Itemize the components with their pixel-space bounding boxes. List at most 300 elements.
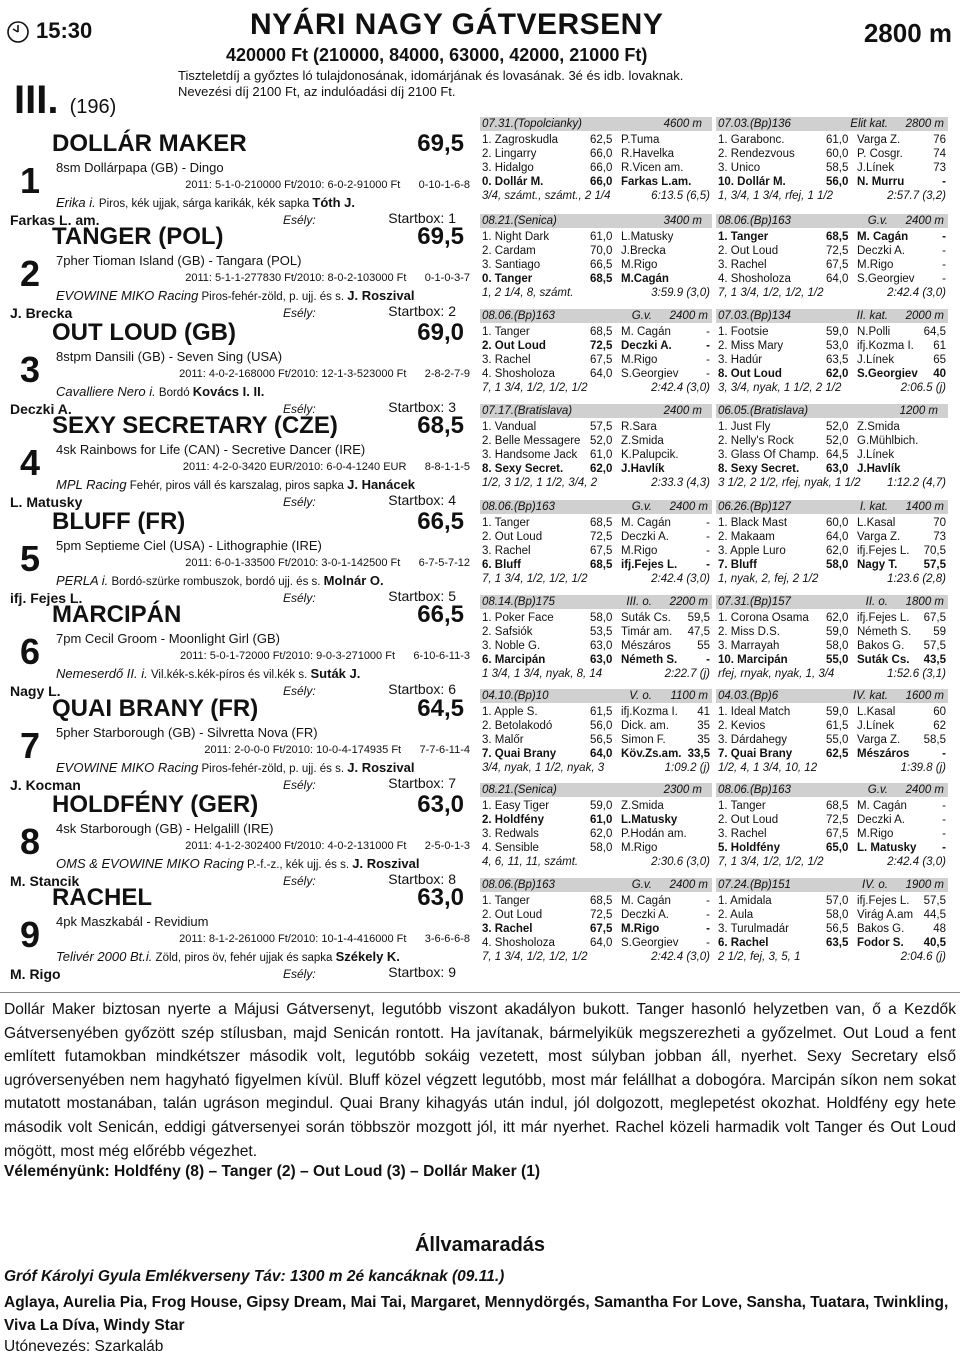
runner-trainer: J. Roszival [347,288,415,303]
form-horse: 2. Lingarry [482,148,537,160]
runner-rating: 69,5 [417,223,464,250]
runner-number: 3 [20,349,41,390]
form-row [716,272,948,286]
form-block [716,689,948,787]
form-horse: 1. Zagroskudla [482,134,559,146]
form-rating: - [942,842,946,854]
form-rating: - [942,231,946,243]
form-margins: 4, 6, 11, 11, számt. [482,856,579,868]
form-weight: 62,5 [826,748,849,760]
form-time: 3:59.9 (3,0) [651,287,710,299]
form-rating: 57,5 [923,895,946,907]
form-jockey: L.Kasal [857,706,896,718]
form-jockey: P. Cosgr. [857,148,903,160]
form-block [480,878,712,976]
runner-startbox: Startbox: 3 [388,399,456,415]
runner-name: TANGER (POL) [52,223,224,250]
form-horse: 3. Unico [718,162,761,174]
form-jockey: Varga Z. [857,134,901,146]
runner-stats: 2011: 5-1-0-210000 Ft/2010: 6-0-2-91000 Ft 0-10-1-6-8 [185,179,470,191]
form-jockey: M.Rigo [621,354,658,366]
runner-jockey: J. Kocman [10,777,81,793]
form-jockey: M.Rigo [621,259,658,271]
form-header-info: G.v. [867,784,888,796]
form-rating: - [942,814,946,826]
form-jockey: J.Línek [857,720,895,732]
form-horse: 3. Dárdahegy [718,734,788,746]
runner-rating: 68,5 [417,412,464,439]
form-rating: 73 [933,531,946,543]
form-margins: 3/4, számt., számt., 2 1/4 [482,190,611,202]
form-margins: 3 1/2, 2 1/2, rfej, nyak, 1 1/2 [718,477,861,489]
form-jockey: N.Polli [857,326,891,338]
form-jockey: ifj.Kozma I. [857,340,914,352]
form-jockey: Farkas L.am. [621,176,692,188]
form-weight: 62,5 [590,134,613,146]
form-weight: 62,0 [826,545,849,557]
runner-owner-line [56,384,264,399]
form-rating: 58,5 [923,734,946,746]
stable-title: Állvamaradás [414,1234,546,1256]
form-horse: 2. Nelly's Rock [718,435,794,447]
form-header-info: G.v. [867,215,888,227]
form-time: 2:30.6 (3,0) [651,856,710,868]
runner-card [0,695,472,791]
form-weight: 64,0 [590,368,613,380]
form-row [716,936,948,950]
form-jockey: L.Kasal [857,517,896,529]
form-jockey: ifj.Fejes L. [857,545,910,557]
form-weight: 61,0 [590,814,613,826]
form-weight: 68,5 [590,326,613,338]
form-header-date: 08.06.(Bp)163 [482,310,555,322]
form-row [716,462,948,476]
runner-chance-label: Esély: [283,402,316,416]
form-horse: 1. Vandual [482,421,537,433]
form-row [480,448,712,462]
runner-chance-label: Esély: [283,684,316,698]
form-weight: 63,0 [590,640,613,652]
form-header-date: 08.06.(Bp)163 [718,784,791,796]
runner-owner: EVOWINE MIKO Racing [56,288,199,303]
form-horse: 2. Out Loud [718,245,779,257]
form-row [480,639,712,653]
form-weight: 70,0 [590,245,613,257]
form-rating: 74 [933,148,946,160]
form-header-info: IV. kat. [853,690,888,702]
runner-jockey: J. Brecka [10,305,73,321]
form-header-date: 04.03.(Bp)6 [718,690,779,702]
form-block [480,689,712,787]
form-row [480,813,712,827]
runner-stats: 2011: 6-0-1-33500 Ft/2010: 3-0-1-142500 Ft 6-7-5-7-12 [185,557,470,569]
form-block [480,117,712,215]
form-rating: - [706,326,710,338]
runner-name: BLUFF (FR) [52,508,186,535]
form-header-info: IV. o. [862,879,888,891]
form-jockey: M.Rigo [857,828,894,840]
form-header-info: 2300 m [663,784,702,796]
form-horse: 3. Malőr [482,734,524,746]
form-rating: - [706,545,710,557]
form-jockey: P.Tuma [621,134,660,146]
runner-trainer: J. Hanácek [347,477,416,492]
form-horse: 5. Holdfény [718,842,780,854]
form-time: 2:42.4 (3,0) [651,573,710,585]
form-rating: - [706,937,710,949]
form-rating: 35 [697,720,710,732]
form-header-date: 08.21.(Senica) [482,784,557,796]
form-weight: 56,5 [826,923,849,935]
form-horse: 8. Sexy Secret. [718,463,800,475]
runner-owner: EVOWINE MIKO Racing [56,760,199,775]
form-header [480,404,712,418]
form-header-date: 08.06.(Bp)163 [482,879,555,891]
form-row [480,936,712,950]
form-margins: 1, 2 1/4, 8, számt. [482,287,574,299]
form-horse: 2. Out Loud [482,531,543,543]
form-summary [480,190,712,204]
form-horse: 3. Rachel [482,354,531,366]
runner-jockey: M. Stancik [10,873,80,889]
runner-colors: Bordó-szürke rombuszok, bordó ujj. és s. [108,576,324,588]
runner-name: RACHEL [52,884,152,911]
form-row [480,420,712,434]
form-jockey: J.Havlík [857,463,901,475]
form-header [716,783,948,797]
form-jockey: M.Rigo [857,259,894,271]
form-time: 1:12.2 (4,7) [887,477,946,489]
form-header [716,309,948,323]
form-horse: 3. Rachel [718,259,767,271]
form-rating: 48 [933,923,946,935]
runner-pedigree: 5pher Starborough (GB) - Silvretta Nova (FR) [56,725,318,740]
form-header [480,878,712,892]
runner-card [0,130,472,226]
form-horse: 3. Noble G. [482,640,541,652]
form-horse: 4. Shosholoza [718,273,791,285]
form-weight: 58,0 [590,842,613,854]
form-weight: 58,5 [826,162,849,174]
form-block [480,404,712,502]
form-jockey: Bakos G. [857,640,905,652]
form-header [480,309,712,323]
form-jockey: Deczki A. [857,245,905,257]
runner-name: QUAI BRANY (FR) [52,695,259,722]
form-rating: 41 [697,706,710,718]
form-header-date: 08.06.(Bp)163 [482,501,555,513]
form-horse: 1. Tanger [482,895,530,907]
form-row [480,272,712,286]
runner-stats: 2011: 8-1-2-261000 Ft/2010: 10-1-4-416000 Ft 3-6-6-6-8 [179,933,470,945]
form-summary [480,573,712,587]
form-jockey: S.Georgiev [857,368,918,380]
form-header-dist: 1800 m [905,596,944,608]
runner-colors: Piros-fehér-zöld, p. ujj. és s. [198,291,348,303]
form-rating: 33,5 [687,748,710,760]
form-header [716,117,948,131]
form-row [480,339,712,353]
form-rating: 70,5 [923,545,946,557]
form-row [716,353,948,367]
form-horse: 10. Marcipán [718,654,788,666]
form-horse: 1. Tanger [482,517,530,529]
form-jockey: Suták Cs. [621,612,671,624]
form-margins: 7, 1 3/4, 1/2, 1/2, 1/2 [718,287,824,299]
form-jockey: ifj.Fejes L. [857,612,910,624]
form-jockey: Deczki A. [621,909,669,921]
form-row [480,653,712,667]
form-weight: 58,0 [826,559,849,571]
form-margins: 7, 1 3/4, 1/2, 1/2, 1/2 [482,382,588,394]
form-rating: - [706,340,710,352]
form-horse: 2. Makaam [718,531,775,543]
runner-jockey: Deczki A. [10,401,72,417]
form-time: 1:52.6 (3,1) [887,668,946,680]
form-margins: 1/2, 4, 1 3/4, 10, 12 [718,762,818,774]
form-row [480,244,712,258]
form-row [716,813,948,827]
form-jockey: M.Rigo [621,545,658,557]
form-header-dist: 2200 m [669,596,708,608]
form-row [480,558,712,572]
race-time: 15:30 [36,18,93,43]
form-margins: 3, 3/4, nyak, 1 1/2, 2 1/2 [718,382,842,394]
form-weight: 67,5 [590,545,613,557]
form-horse: 1. Tanger [482,326,530,338]
form-header-date: 07.03.(Bp)136 [718,118,791,130]
form-row [480,922,712,936]
form-weight: 65,0 [826,842,849,854]
runner-startbox: Startbox: 1 [388,210,456,226]
form-summary [716,951,948,965]
runner-owner-line [56,666,360,681]
form-time: 1:09.2 (j) [664,762,710,774]
form-rating: - [942,245,946,257]
stable-horses: Aglaya, Aurelia Pia, Frog House, Gipsy Dream, Mai Tai, Margaret, Mennydörgés, Samantha For Love, Sansha, Tuatara, Twinkling, Viva La Díva, Windy Star [4,1294,949,1334]
form-header-date: 08.21.(Senica) [482,215,557,227]
form-margins: rfej, rnyak, nyak, 1, 3/4 [718,668,835,680]
form-block [480,783,712,881]
form-header [716,404,948,418]
runner-number: 8 [20,821,41,862]
form-header-info: 3400 m [663,215,702,227]
form-jockey: Varga Z. [857,531,901,543]
form-weight: 55,0 [826,734,849,746]
runner-rating: 66,5 [417,508,464,535]
form-time: 2:33.3 (4,3) [651,477,710,489]
runner-number: 9 [20,914,41,955]
runner-startbox: Startbox: 6 [388,681,456,697]
form-horse: 3. Hidalgo [482,162,534,174]
form-row [480,367,712,381]
form-row [716,175,948,189]
form-jockey: Dick. am. [621,720,669,732]
form-row [480,827,712,841]
form-weight: 62,0 [590,463,613,475]
form-rating: 67,5 [923,612,946,624]
form-jockey: Németh S. [857,626,912,638]
form-jockey: M.Cagán [621,273,669,285]
form-rating: 70 [933,517,946,529]
form-weight: 59,0 [826,706,849,718]
form-horse: 1. Garabonc. [718,134,785,146]
form-row [716,611,948,625]
form-summary [716,856,948,870]
form-horse: 2. Miss Mary [718,340,784,352]
runner-jockey: ifj. Fejes L. [10,590,83,606]
form-horse: 6. Rachel [718,937,769,949]
form-row [480,733,712,747]
form-time: 2:42.4 (3,0) [651,951,710,963]
form-header-dist: 1100 m [670,690,708,702]
form-rating: - [706,354,710,366]
runner-stats: 2011: 2-0-0-0 Ft/2010: 10-0-4-174935 Ft 7-7-6-11-4 [204,744,470,756]
form-row [480,908,712,922]
runner-startbox: Startbox: 5 [388,588,456,604]
form-jockey: Suták Cs. [857,654,910,666]
form-row [716,544,948,558]
form-summary [716,762,948,776]
form-jockey: G.Mühlbich. [857,435,919,447]
runner-owner-line [56,573,384,588]
runner-pedigree: 8sm Dollárpapa (GB) - Dingo [56,160,224,175]
runner-jockey: Farkas L. am. [10,212,100,228]
form-weight: 61,5 [590,706,613,718]
form-jockey: J.Brecka [621,245,666,257]
form-jockey: S.Georgiev [621,937,679,949]
runner-trainer: Suták J. [310,666,361,681]
divider [0,992,960,993]
form-weight: 60,0 [826,148,849,160]
form-horse: 7. Quai Brany [718,748,793,760]
runner-chance-label: Esély: [283,213,316,227]
form-margins: 1, 3/4, 1 3/4, rfej, 1 1/2 [718,190,834,202]
form-header-dist: 1400 m [905,501,944,513]
form-row [716,639,948,653]
form-horse: 2. Safsiók [482,626,533,638]
form-rating: - [942,176,946,188]
form-horse: 4. Sensible [482,842,539,854]
runner-number: 4 [20,442,41,483]
form-rating: 44,5 [923,909,946,921]
form-row [716,339,948,353]
runner-rating: 63,0 [417,791,464,818]
form-weight: 59,0 [590,800,613,812]
form-weight: 64,0 [590,937,613,949]
form-header-dist: 2400 m [669,310,708,322]
form-rating: - [942,800,946,812]
runner-card [0,791,472,887]
runner-chance-label: Esély: [283,967,316,981]
form-time: 2:42.4 (3,0) [887,856,946,868]
form-jockey: S.Georgiev [857,273,915,285]
form-row [716,733,948,747]
runner-pedigree: 7pm Cecil Groom - Moonlight Girl (GB) [56,631,280,646]
form-rating: - [706,531,710,543]
form-margins: 1 3/4, 1 3/4, nyak, 8, 14 [482,668,603,680]
form-horse: 1. Ideal Match [718,706,791,718]
form-row [716,908,948,922]
form-horse: 4. Shosholoza [482,937,555,949]
race-comment: Dollár Maker biztosan nyerte a Májusi Gátversenyt, legutóbb viszont akadályon bukott. Tanger hasonló helyzetben van, ő a Kezdők Gátversenyében győzött szép stílusban, majd Senicán rontott. Ha javítanak, bármelyikük megszerezheti a győzelmet. Out Loud a fent említett futamokban mindkétszer második volt, legutóbb sokáig vezetett, most súlyban jobban áll, nyerhet. Sexy Secretary első ugróversenyében nem hagyható figyelmen kívül. Bluff közel végzett legutóbb, most már felállhat a dobogóra. Marcipán síkon nem sokat mutatott mostanában, talán ugráson megindul. Quai Brany kihagyás után indul, jól dolgozott, meglepetést okozhat. Holdfény egy hete második volt Senicán, eddigi gátversenyei során többször mozgott jól, itt már nyerhet. Rachel közeli harmadik volt Tanger és Out Loud mögött, most még előrébb végezhet. [4,1001,956,1160]
form-row [716,747,948,761]
form-summary [716,668,948,682]
form-margins: 7, 1 3/4, 1/2, 1/2, 1/2 [718,856,824,868]
form-row [480,161,712,175]
form-summary [480,856,712,870]
form-summary [716,573,948,587]
form-weight: 72,5 [590,909,613,921]
form-jockey: M.Rigo [621,842,658,854]
runner-owner-line [56,195,355,210]
form-row [716,653,948,667]
form-rating: - [706,517,710,529]
form-horse: 3. Apple Luro [718,545,786,557]
form-jockey: K.Palupcik. [621,449,679,461]
form-rating: 59,5 [687,612,710,624]
runner-startbox: Startbox: 2 [388,303,456,319]
form-time: 2:04.6 (j) [900,951,946,963]
form-weight: 68,5 [590,517,613,529]
form-row [716,922,948,936]
form-rating: 65 [933,354,946,366]
form-rating: 59 [933,626,946,638]
form-row [480,353,712,367]
form-horse: 2. Cardam [482,245,536,257]
form-jockey: Deczki A. [857,814,905,826]
runner-chance-label: Esély: [283,874,316,888]
form-header [716,595,948,609]
form-header-info: V. o. [629,690,652,702]
race-prize: 420000 Ft (210000, 84000, 63000, 42000, 21000 Ft) [226,45,648,65]
form-header [480,500,712,514]
form-summary [480,951,712,965]
runner-card [0,884,472,980]
form-jockey: Z.Smida [621,435,664,447]
runner-rating: 66,5 [417,601,464,628]
form-jockey: Fodor S. [857,937,904,949]
form-rating: 43,5 [923,654,946,666]
form-jockey: M. Cagán [621,326,671,338]
runner-name: DOLLÁR MAKER [52,130,247,157]
form-row [480,705,712,719]
form-block [716,214,948,312]
form-horse: 1. Amidala [718,895,772,907]
form-weight: 62,0 [590,828,613,840]
form-weight: 63,0 [590,654,613,666]
runner-owner-line [56,477,415,492]
form-horse: 1. Corona Osama [718,612,809,624]
form-rating: - [942,748,946,760]
runner-pedigree: 4sk Rainbows for Life (CAN) - Secretive Dancer (IRE) [56,442,366,457]
runner-owner-line [56,856,419,871]
form-header-dist: 2400 m [905,215,944,227]
runner-card [0,412,472,508]
form-weight: 61,0 [590,231,613,243]
form-jockey: Varga Z. [857,734,901,746]
form-margins: 1/2, 3 1/2, 1 1/2, 3/4, 2 [482,477,598,489]
form-jockey: Deczki A. [621,340,672,352]
form-horse: 7. Quai Brany [482,748,557,760]
form-rating: - [942,828,946,840]
runner-stats: 2011: 4-2-0-3420 EUR/2010: 6-0-4-1240 EUR 8-8-1-1-5 [182,461,470,473]
runner-owner: Cavalliere Nero i. [56,384,156,399]
form-block [716,783,948,881]
form-weight: 72,5 [826,814,849,826]
form-jockey: Virág A.am [857,909,914,921]
form-weight: 72,5 [826,245,849,257]
